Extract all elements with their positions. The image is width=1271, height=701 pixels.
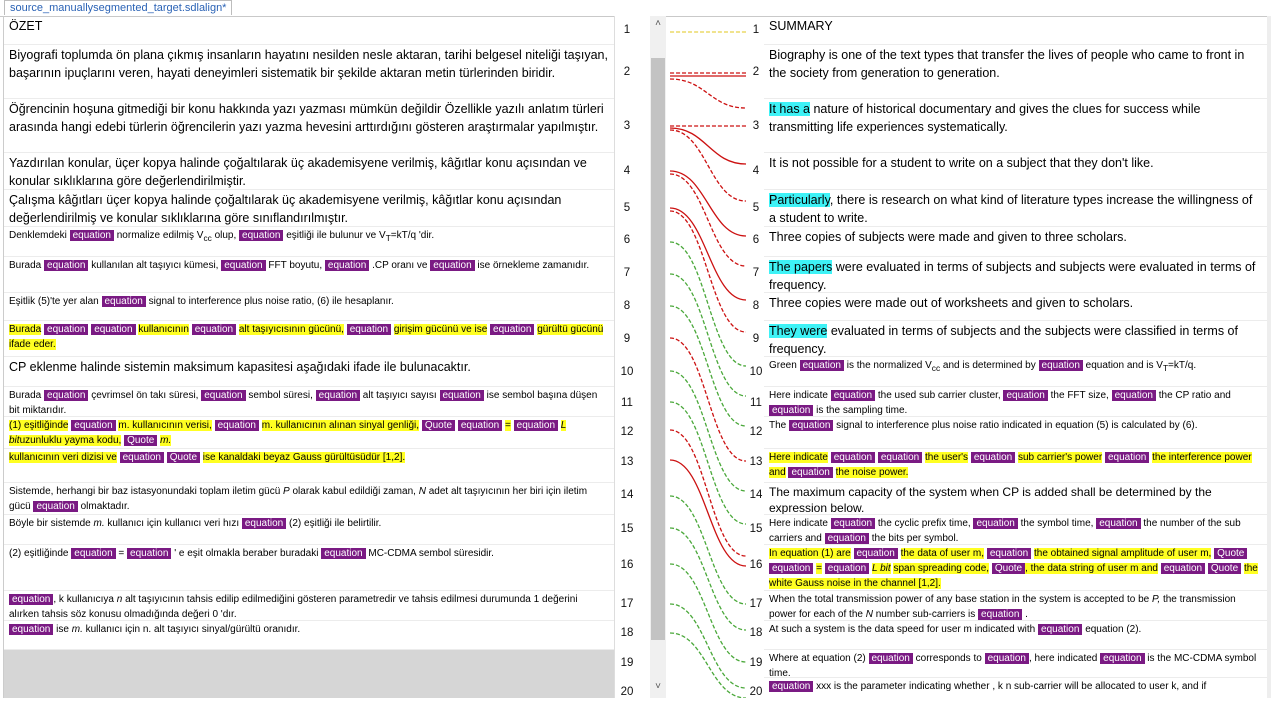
line-number: 6 <box>623 234 631 246</box>
line-number: 3 <box>752 120 760 132</box>
equation-tag[interactable]: equation <box>127 548 171 559</box>
segment-text: the number of the sub carriers and <box>769 518 1241 544</box>
line-number: 10 <box>749 366 763 378</box>
highlighted-text: the white Gauss noise in the channel [1,2]. <box>769 563 1258 589</box>
quote-tag[interactable]: Quote <box>167 452 200 463</box>
segment-text: At such a system is the data speed for user m indicated with <box>769 624 1036 635</box>
line-number: 4 <box>623 165 631 177</box>
equation-tag[interactable]: equation <box>973 518 1017 529</box>
target-segment-6[interactable] <box>764 227 1267 257</box>
equation-tag[interactable]: equation <box>985 653 1029 664</box>
segment-text: Sistemde, herhangi bir baz istasyonundaki toplam iletim gücü <box>9 486 281 497</box>
equation-tag[interactable]: equation <box>854 548 898 559</box>
equation-tag[interactable]: equation <box>878 452 922 463</box>
equation-tag[interactable]: equation <box>971 452 1015 463</box>
highlighted-text: kullanıcının <box>138 324 189 335</box>
source-segment-9[interactable] <box>4 321 615 357</box>
segment-text: ise sembol başına düşen bit miktarıdır. <box>9 390 598 416</box>
line-number: 16 <box>749 559 763 571</box>
segment-text: evaluated in terms of subjects and the subjects were classified in terms of frequency. <box>769 324 1238 356</box>
segment-text: xxx is the parameter indicating whether , k n sub-carrier will be allocated to user k, and if <box>816 681 1207 692</box>
target-segment-10[interactable] <box>764 357 1267 387</box>
alignment-link[interactable] <box>670 306 746 426</box>
highlighted-text: m. kullanıcının alınan sinyal genliği, <box>261 420 420 431</box>
source-line-numbers <box>614 16 651 698</box>
alignment-link[interactable] <box>670 211 746 332</box>
equation-tag[interactable]: equation <box>325 260 369 271</box>
segment-text: were evaluated in terms of subjects and subjects were evaluated in terms of frequency. <box>769 260 1256 292</box>
target-segment-13[interactable] <box>764 449 1267 483</box>
segment-text: alt taşıyıcı sayısı <box>362 390 437 401</box>
highlighted-text: the interference power and <box>769 452 1252 478</box>
equation-tag[interactable]: equation <box>91 324 135 335</box>
equation-tag[interactable]: equation <box>70 230 114 241</box>
segment-text: Green <box>769 360 797 371</box>
equation-tag[interactable]: equation <box>800 360 844 371</box>
subscript: T <box>1162 363 1169 373</box>
highlighted-text: ise kanaldaki beyaz Gauss gürültüsüdür [1,2]. <box>202 452 406 463</box>
equation-tag[interactable]: equation <box>192 324 236 335</box>
equation-tag[interactable]: equation <box>1100 653 1144 664</box>
equation-tag[interactable]: equation <box>242 518 286 529</box>
target-segment-3[interactable] <box>764 99 1267 153</box>
target-segment-18[interactable] <box>764 621 1267 650</box>
segment-text: = <box>118 548 125 559</box>
equation-tag[interactable]: equation <box>1003 390 1047 401</box>
line-number: 15 <box>749 523 763 535</box>
scroll-down-arrow-icon[interactable]: ˅ <box>655 681 661 692</box>
segment-text: =kT/q. <box>1168 360 1197 371</box>
segment-text: Where at equation (2) <box>769 653 866 664</box>
segment-text: equation and is V <box>1085 360 1163 371</box>
segment-text: is the sampling time. <box>816 405 908 416</box>
line-number: 10 <box>620 366 634 378</box>
segment-text: . <box>1025 609 1028 620</box>
segment-text: P <box>283 486 290 497</box>
alignment-connectors[interactable] <box>666 16 750 698</box>
target-segment-15[interactable] <box>764 515 1267 545</box>
equation-tag[interactable]: equation <box>769 563 813 574</box>
source-segment-14[interactable] <box>4 483 615 515</box>
equation-tag[interactable]: equation <box>44 390 88 401</box>
line-number: 7 <box>752 267 760 279</box>
line-number: 12 <box>620 426 634 438</box>
source-segment-2[interactable] <box>4 45 615 99</box>
highlighted-text: (1) eşitliğinde <box>9 420 69 431</box>
segment-text: the cyclic prefix time, <box>877 518 971 529</box>
line-number: 17 <box>749 598 763 610</box>
segment-text: .CP oranı ve <box>372 260 428 271</box>
source-segment-1[interactable] <box>4 16 615 45</box>
equation-tag[interactable]: equation <box>458 420 502 431</box>
highlighted-text: The papers <box>769 260 833 274</box>
equation-tag[interactable]: equation <box>201 390 245 401</box>
target-segment-1[interactable] <box>764 16 1267 45</box>
line-number: 20 <box>620 686 634 698</box>
line-number: 9 <box>623 333 631 345</box>
line-number: 14 <box>620 489 634 501</box>
segment-text: olmaktadır. <box>80 501 130 512</box>
equation-tag[interactable]: equation <box>788 467 832 478</box>
segment-text: Böyle bir sistemde <box>9 518 91 529</box>
equation-tag[interactable]: equation <box>9 624 53 635</box>
target-segment-7[interactable] <box>764 257 1267 293</box>
target-segment-9[interactable] <box>764 321 1267 357</box>
quote-tag[interactable]: Quote <box>1208 563 1241 574</box>
equation-tag[interactable]: equation <box>221 260 265 271</box>
equation-tag[interactable]: equation <box>789 420 833 431</box>
alignment-link[interactable] <box>670 274 746 396</box>
line-number: 2 <box>752 66 760 78</box>
equation-tag[interactable]: equation <box>1161 563 1205 574</box>
quote-tag[interactable]: Quote <box>422 420 455 431</box>
segment-text: ise <box>56 624 69 635</box>
segment-text: m. <box>71 624 83 635</box>
segment-text: Three copies of subjects were made and given to three scholars. <box>769 230 1127 244</box>
alignment-link[interactable] <box>670 171 746 236</box>
alignment-link[interactable] <box>670 79 746 108</box>
segment-text: Here indicate <box>769 390 828 401</box>
source-segment-15[interactable] <box>4 515 615 545</box>
line-number: 3 <box>623 120 631 132</box>
source-segment-10[interactable] <box>4 357 615 387</box>
segment-text: kullanıcı için kullanıcı veri hızı <box>107 518 240 529</box>
target-segment-19[interactable] <box>764 650 1267 678</box>
alignment-link[interactable] <box>670 430 746 556</box>
subscript: cc <box>931 363 941 373</box>
segment-text: (2) eşitliği ile belirtilir. <box>289 518 382 529</box>
segment-text: the used sub carrier cluster, <box>877 390 1001 401</box>
source-segment-8[interactable] <box>4 293 615 321</box>
line-number: 14 <box>749 489 763 501</box>
equation-tag[interactable]: equation <box>1096 518 1140 529</box>
equation-tag[interactable]: equation <box>831 452 875 463</box>
alignment-link[interactable] <box>670 371 746 491</box>
alignment-link[interactable] <box>670 633 746 698</box>
target-segment-11[interactable] <box>764 387 1267 417</box>
segment-text: The maximum capacity of the system when CP is added shall be determined by the expression below. <box>769 485 1212 515</box>
segment-text: number sub-carriers is <box>875 609 976 620</box>
subscript: cc <box>203 233 212 243</box>
segment-text: signal to interference plus noise ratio indicated in equation (5) is calculated by (6). <box>836 420 1198 431</box>
line-number: 19 <box>620 657 634 669</box>
highlighted-text: alt taşıyıcısının gücünü, <box>238 324 344 335</box>
segment-text: Burada <box>9 390 42 401</box>
equation-tag[interactable]: equation <box>987 548 1031 559</box>
equation-tag[interactable]: equation <box>825 533 869 544</box>
target-line-numbers <box>748 16 764 698</box>
segment-text: and is determined by <box>942 360 1036 371</box>
segment-text: is the normalized V <box>846 360 932 371</box>
target-segment-14[interactable] <box>764 483 1267 515</box>
segment-text: , k kullanıcıya <box>53 594 114 605</box>
segment-text: Biyografi toplumda ön plana çıkmış insanların hayatını nesilden nesle aktaran, tarihi belgesel niteliği taşıyan, başarının ipuçlarını veren, hayati deneyimleri sistematik bir şekilde aktaran metin türlerinden biridir. <box>9 48 608 80</box>
line-number: 8 <box>623 300 631 312</box>
document-tab[interactable]: source_manuallysegmented_target.sdlalign* <box>4 0 232 15</box>
equation-tag[interactable]: equation <box>869 653 913 664</box>
segment-text: Öğrencinin hoşuna gitmediği bir konu hakkında yazı yazması mümkün değildir Özellikle yazılı anlatım türleri arasında hangi edebi türlerin öğrencilerin yazı yazma hevesini arttırdığını gösteren araştırmalar yapılmıştır. <box>9 102 604 134</box>
segment-text: n <box>116 594 123 605</box>
segment-text: normalize edilmiş V <box>116 230 204 241</box>
highlighted-text: m. kullanıcının verisi, <box>118 420 212 431</box>
equation-tag[interactable]: equation <box>71 548 115 559</box>
target-segment-20[interactable] <box>764 678 1267 698</box>
line-number: 15 <box>620 523 634 535</box>
highlighted-text: In equation (1) are <box>769 548 851 559</box>
alignment-link[interactable] <box>670 604 746 688</box>
line-number: 13 <box>749 456 763 468</box>
segment-text: eşitliği ile bulunur ve V <box>286 230 386 241</box>
source-segment-4[interactable] <box>4 153 615 190</box>
target-segment-2[interactable] <box>764 45 1267 99</box>
highlighted-text: sub carrier's power <box>1018 452 1103 463</box>
equation-tag[interactable]: equation <box>321 548 365 559</box>
equation-tag[interactable]: equation <box>825 563 869 574</box>
segment-text: m. <box>93 518 105 529</box>
segment-text: CP eklenme halinde sistemin maksimum kapasitesi aşağıdaki ifade ile bulunacaktır. <box>9 360 471 374</box>
highlighted-text: the user's <box>925 452 969 463</box>
source-segment-12[interactable] <box>4 417 615 449</box>
line-number: 1 <box>623 24 631 36</box>
line-number: 9 <box>752 333 760 345</box>
segment-text: is the MC-CDMA symbol time. <box>769 653 1257 678</box>
highlighted-text: the obtained signal amplitude of user m, <box>1033 548 1212 559</box>
highlighted-text: span spreading code, <box>893 563 990 574</box>
highlighted-text: Particularly <box>769 193 830 207</box>
line-number: 12 <box>749 426 763 438</box>
line-number: 8 <box>752 300 760 312</box>
equation-tag[interactable]: equation <box>831 518 875 529</box>
highlighted-text: It has a <box>769 102 810 116</box>
equation-tag[interactable]: equation <box>769 681 813 692</box>
segment-text: kullanıcı için n. alt taşıyıcı sinyal/gürültü oranıdır. <box>85 624 301 635</box>
target-segment-16[interactable] <box>764 545 1267 591</box>
segment-text: Çalışma kâğıtları üçer kopya halinde çoğaltılarak üç akademisyene verilmiş, kâğıtlar konu açısından değerlendirilmiş ve konular sıklıklarına göre sınıflandırılmıştır. <box>9 193 562 225</box>
highlighted-text: L bit <box>9 420 567 446</box>
segment-text: When the total transmission power of any base station in the system is accepted to be <box>769 594 1150 605</box>
quote-tag[interactable]: Quote <box>992 563 1025 574</box>
segment-text: adet alt taşıyıcının her biri için iletim gücü <box>9 486 588 512</box>
segment-text: olarak kabul edildiği zaman, <box>292 486 416 497</box>
segment-text: ise örnekleme zamanıdır. <box>477 260 590 271</box>
equation-tag[interactable]: equation <box>239 230 283 241</box>
line-number: 5 <box>752 202 760 214</box>
highlighted-text: L bit <box>871 563 891 574</box>
segment-text: Eşitlik (5)'te yer alan <box>9 296 99 307</box>
line-number: 13 <box>620 456 634 468</box>
target-segment-12[interactable] <box>764 417 1267 449</box>
line-number: 6 <box>752 234 760 246</box>
scroll-up-arrow-icon[interactable]: ˄ <box>655 18 661 29</box>
segment-text: the bits per symbol. <box>871 533 959 544</box>
segment-text: Biography is one of the text types that transfer the lives of people who came to front in the society from generation to generation. <box>769 48 1245 80</box>
equation-tag[interactable]: equation <box>1112 390 1156 401</box>
source-segment-5[interactable] <box>4 190 615 227</box>
target-segment-5[interactable] <box>764 190 1267 227</box>
line-number: 7 <box>623 267 631 279</box>
source-segment-17[interactable] <box>4 591 615 621</box>
quote-tag[interactable]: Quote <box>124 435 157 446</box>
segment-text: the symbol time, <box>1020 518 1094 529</box>
equation-tag[interactable]: equation <box>347 324 391 335</box>
vertical-scrollbar[interactable] <box>650 16 666 698</box>
highlighted-text: Burada <box>9 324 42 335</box>
segment-text: Denklemdeki <box>9 230 67 241</box>
highlighted-text: girişim gücünü ve ise <box>393 324 488 335</box>
scrollbar-thumb[interactable] <box>651 58 665 640</box>
document-tab-bar <box>0 0 1271 17</box>
highlighted-text: kullanıcının veri dizisi ve <box>9 452 117 463</box>
target-pane[interactable] <box>764 16 1267 698</box>
highlighted-text: = <box>816 563 822 574</box>
line-number: 18 <box>749 627 763 639</box>
equation-tag[interactable]: equation <box>1039 360 1083 371</box>
segment-text: the FFT size, <box>1050 390 1109 401</box>
segment-text: signal to interference plus noise ratio, (6) ile hesaplanır. <box>148 296 394 307</box>
segment-text: The <box>769 420 787 431</box>
empty-source-area <box>4 650 615 698</box>
right-scrollbar[interactable] <box>1267 16 1271 698</box>
segment-text: ' e eşit olmakla beraber buradaki <box>174 548 319 559</box>
equation-tag[interactable]: equation <box>1038 624 1082 635</box>
segment-text: =kT/q 'dir. <box>390 230 435 241</box>
target-segment-4[interactable] <box>764 153 1267 190</box>
segment-text: kullanılan alt taşıyıcı kümesi, <box>91 260 219 271</box>
equation-tag[interactable]: equation <box>316 390 360 401</box>
line-number: 20 <box>749 686 763 698</box>
equation-tag[interactable]: equation <box>831 390 875 401</box>
highlighted-text: the data of user m, <box>900 548 985 559</box>
segment-text: alt taşıyıcının tahsis edilip edilmediğini gösteren parametredir ve tahsis edilmesi durumunda 1 değerini alırken tahsis söz konusu olmadığında değeri 0 'dır. <box>9 594 578 620</box>
source-segment-7[interactable] <box>4 257 615 293</box>
highlighted-text: uzunluklu yayma kodu, <box>19 435 122 446</box>
source-segment-11[interactable] <box>4 387 615 417</box>
segment-text: corresponds to <box>915 653 982 664</box>
highlighted-text: They were <box>769 324 828 338</box>
line-number: 19 <box>749 657 763 669</box>
alignment-link[interactable] <box>670 242 746 366</box>
equation-tag[interactable]: equation <box>769 405 813 416</box>
segment-text: P, <box>1151 594 1161 605</box>
line-number: 1 <box>752 24 760 36</box>
segment-text: Here indicate <box>769 518 828 529</box>
alignment-link[interactable] <box>670 130 746 201</box>
highlighted-text: the noise power. <box>835 467 909 478</box>
line-number: 4 <box>752 165 760 177</box>
segment-text: ÖZET <box>9 19 43 33</box>
segment-text: N <box>418 486 426 497</box>
equation-tag[interactable]: equation <box>9 594 53 605</box>
segment-text: equation (2). <box>1085 624 1142 635</box>
segment-text: Burada <box>9 260 42 271</box>
equation-tag[interactable]: equation <box>514 420 558 431</box>
equation-tag[interactable]: equation <box>44 324 88 335</box>
equation-tag[interactable]: equation <box>120 452 164 463</box>
segment-text: SUMMARY <box>769 19 833 33</box>
line-number: 17 <box>620 598 634 610</box>
segment-text: olup, <box>214 230 237 241</box>
source-segment-18[interactable] <box>4 621 615 650</box>
source-segment-13[interactable] <box>4 449 615 483</box>
segment-text: (2) eşitliğinde <box>9 548 69 559</box>
source-segment-16[interactable] <box>4 545 615 591</box>
alignment-link[interactable] <box>670 338 746 461</box>
highlighted-text: gürültü gücünü ifade eder. <box>9 324 604 350</box>
equation-tag[interactable]: equation <box>978 609 1022 620</box>
quote-tag[interactable]: Quote <box>1214 548 1247 559</box>
segment-text: FFT boyutu, <box>268 260 323 271</box>
equation-tag[interactable]: equation <box>215 420 259 431</box>
equation-tag[interactable]: equation <box>1105 452 1149 463</box>
equation-tag[interactable]: equation <box>430 260 474 271</box>
segment-text: the CP ratio and <box>1158 390 1231 401</box>
segment-text: nature of historical documentary and gives the clues for success while transmitting life experiences systematically. <box>769 102 1201 134</box>
equation-tag[interactable]: equation <box>102 296 146 307</box>
segment-text: çevrimsel ön takı süresi, <box>91 390 199 401</box>
alignment-link[interactable] <box>670 208 746 300</box>
target-segment-8[interactable] <box>764 293 1267 321</box>
segment-text: sembol süresi, <box>248 390 313 401</box>
line-number: 11 <box>750 397 762 409</box>
target-segment-17[interactable] <box>764 591 1267 621</box>
highlighted-text: m. <box>160 435 172 446</box>
segment-text: Yazdırılan konular, üçer kopya halinde çoğaltılarak üç akademisyene verilmiş, kâğıtlar konu açısından ve konular sıklıklarına göre değerlendirilmiştir. <box>9 156 587 188</box>
subscript: T <box>385 233 391 243</box>
line-number: 18 <box>620 627 634 639</box>
segment-text: the transmission power for each of the <box>769 594 1236 620</box>
alignment-link[interactable] <box>670 174 746 266</box>
line-number: 16 <box>620 559 634 571</box>
segment-text: , there is research on what kind of literature types increase the willingness of a student to write. <box>769 193 1253 225</box>
segment-text: , here indicated <box>1028 653 1098 664</box>
equation-tag[interactable]: equation <box>440 390 484 401</box>
segment-text: Three copies were made out of worksheets and given to scholars. <box>769 296 1134 310</box>
line-number: 2 <box>623 66 631 78</box>
source-pane[interactable] <box>3 16 615 698</box>
segment-text: It is not possible for a student to write on a subject that they don't like. <box>769 156 1154 170</box>
line-number: 5 <box>623 202 631 214</box>
source-segment-6[interactable] <box>4 227 615 257</box>
highlighted-text: , the data string of user m and <box>1025 563 1158 574</box>
highlighted-text: Here indicate <box>769 452 828 463</box>
highlighted-text: = <box>505 420 511 431</box>
source-segment-3[interactable] <box>4 99 615 153</box>
line-number: 11 <box>621 397 633 409</box>
equation-tag[interactable]: equation <box>44 260 88 271</box>
segment-text: MC-CDMA sembol süresidir. <box>368 548 494 559</box>
equation-tag[interactable]: equation <box>33 501 77 512</box>
alignment-link[interactable] <box>670 402 746 524</box>
equation-tag[interactable]: equation <box>490 324 534 335</box>
equation-tag[interactable]: equation <box>71 420 115 431</box>
segment-text: N <box>865 609 873 620</box>
